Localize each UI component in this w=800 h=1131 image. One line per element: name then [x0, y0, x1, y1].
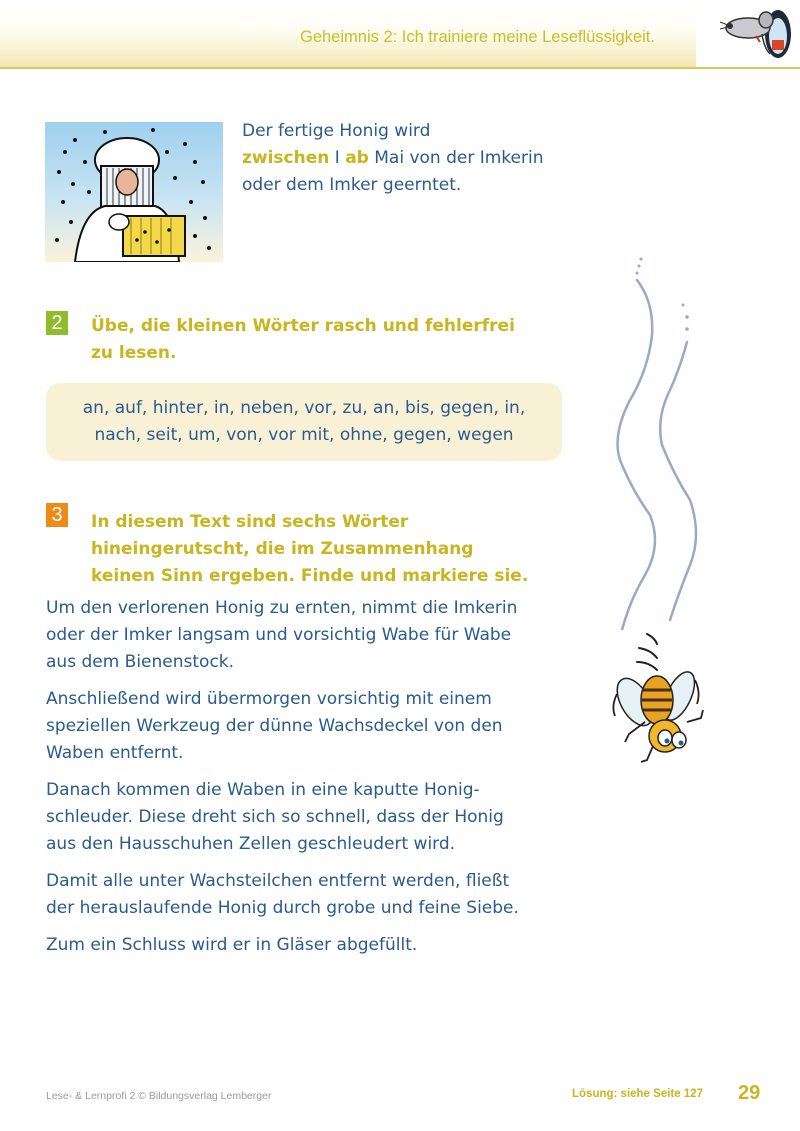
intro-text — [242, 118, 572, 199]
word-list-box — [46, 383, 562, 461]
flight-trail-icon — [590, 250, 710, 630]
story-line[interactable]: speziellen Werkzeug der dünne Wachsdeckel von den — [46, 716, 503, 736]
story-line[interactable]: aus dem Bienenstock. — [46, 652, 235, 672]
story-paragraph — [46, 595, 566, 676]
intro-line-2 — [242, 145, 572, 172]
story-line[interactable]: der herauslaufende Honig durch grobe und feine Siebe. — [46, 898, 519, 918]
task-3-instruction — [91, 509, 528, 590]
story-paragraph — [46, 868, 566, 922]
choice-option-b[interactable]: ab — [345, 148, 369, 168]
story-line[interactable]: Damit alle unter Wachsteilchen entfernt werden, fließt — [46, 871, 510, 891]
story-line[interactable]: Zum ein Schluss wird er in Gläser abgefüllt. — [46, 935, 418, 955]
intro-line-1: Der fertige Honig wird — [242, 121, 431, 141]
task-2-instruction-line: Übe, die kleinen Wörter rasch und fehlerfrei — [91, 316, 515, 336]
story-line[interactable]: oder der Imker langsam und vorsichtig Wabe für Wabe — [46, 625, 512, 645]
word-list-line: nach, seit, um, von, vor mit, ohne, gegen, wegen — [94, 425, 514, 445]
choice-option-a[interactable]: zwischen — [242, 148, 330, 168]
page-title: Geheimnis 2: Ich trainiere meine Leseflüssigkeit. — [300, 28, 655, 46]
story-text — [46, 595, 566, 969]
task-2-instruction-line: zu lesen. — [91, 343, 177, 363]
choice-separator: I — [334, 148, 340, 168]
story-line[interactable]: Danach kommen die Waben in eine kaputte Honig- — [46, 780, 480, 800]
solution-reference: Lösung: siehe Seite 127 — [572, 1088, 704, 1100]
story-paragraph — [46, 686, 566, 767]
page-number: 29 — [738, 1082, 761, 1104]
story-line[interactable]: Um den verlorenen Honig zu ernten, nimmt die Imkerin — [46, 598, 518, 618]
task-3-instruction-line: keinen Sinn ergeben. Finde und markiere sie. — [91, 566, 529, 586]
story-line[interactable]: Waben entfernt. — [46, 743, 184, 763]
task-2-instruction — [91, 313, 515, 367]
story-line[interactable]: Anschließend wird übermorgen vorsichtig mit einem — [46, 689, 492, 709]
task-3-number-badge: 3 — [46, 503, 68, 527]
story-line[interactable]: schleuder. Diese dreht sich so schnell, dass der Honig — [46, 807, 504, 827]
task-3-instruction-line: hineingerutscht, die im Zusammenhang — [91, 539, 474, 559]
task-3-instruction-line: In diesem Text sind sechs Wörter — [91, 512, 409, 532]
story-paragraph — [46, 777, 566, 858]
falling-bee-icon — [595, 610, 715, 770]
header-divider — [0, 67, 800, 69]
beekeeper-illustration — [45, 122, 223, 262]
mouse-mascot-icon — [712, 4, 796, 62]
story-line[interactable]: aus den Hausschuhen Zellen geschleudert wird. — [46, 834, 456, 854]
intro-line-2-rest: Mai von der Imkerin — [374, 148, 544, 168]
task-2-number-badge: 2 — [46, 311, 68, 335]
word-list-line: an, auf, hinter, in, neben, vor, zu, an, bis, gegen, in, — [82, 398, 526, 418]
copyright-text: Lese- & Lernprofi 2 © Bildungsverlag Lemberger — [46, 1090, 272, 1102]
story-paragraph — [46, 932, 566, 959]
intro-line-3: oder dem Imker geerntet. — [242, 175, 462, 195]
